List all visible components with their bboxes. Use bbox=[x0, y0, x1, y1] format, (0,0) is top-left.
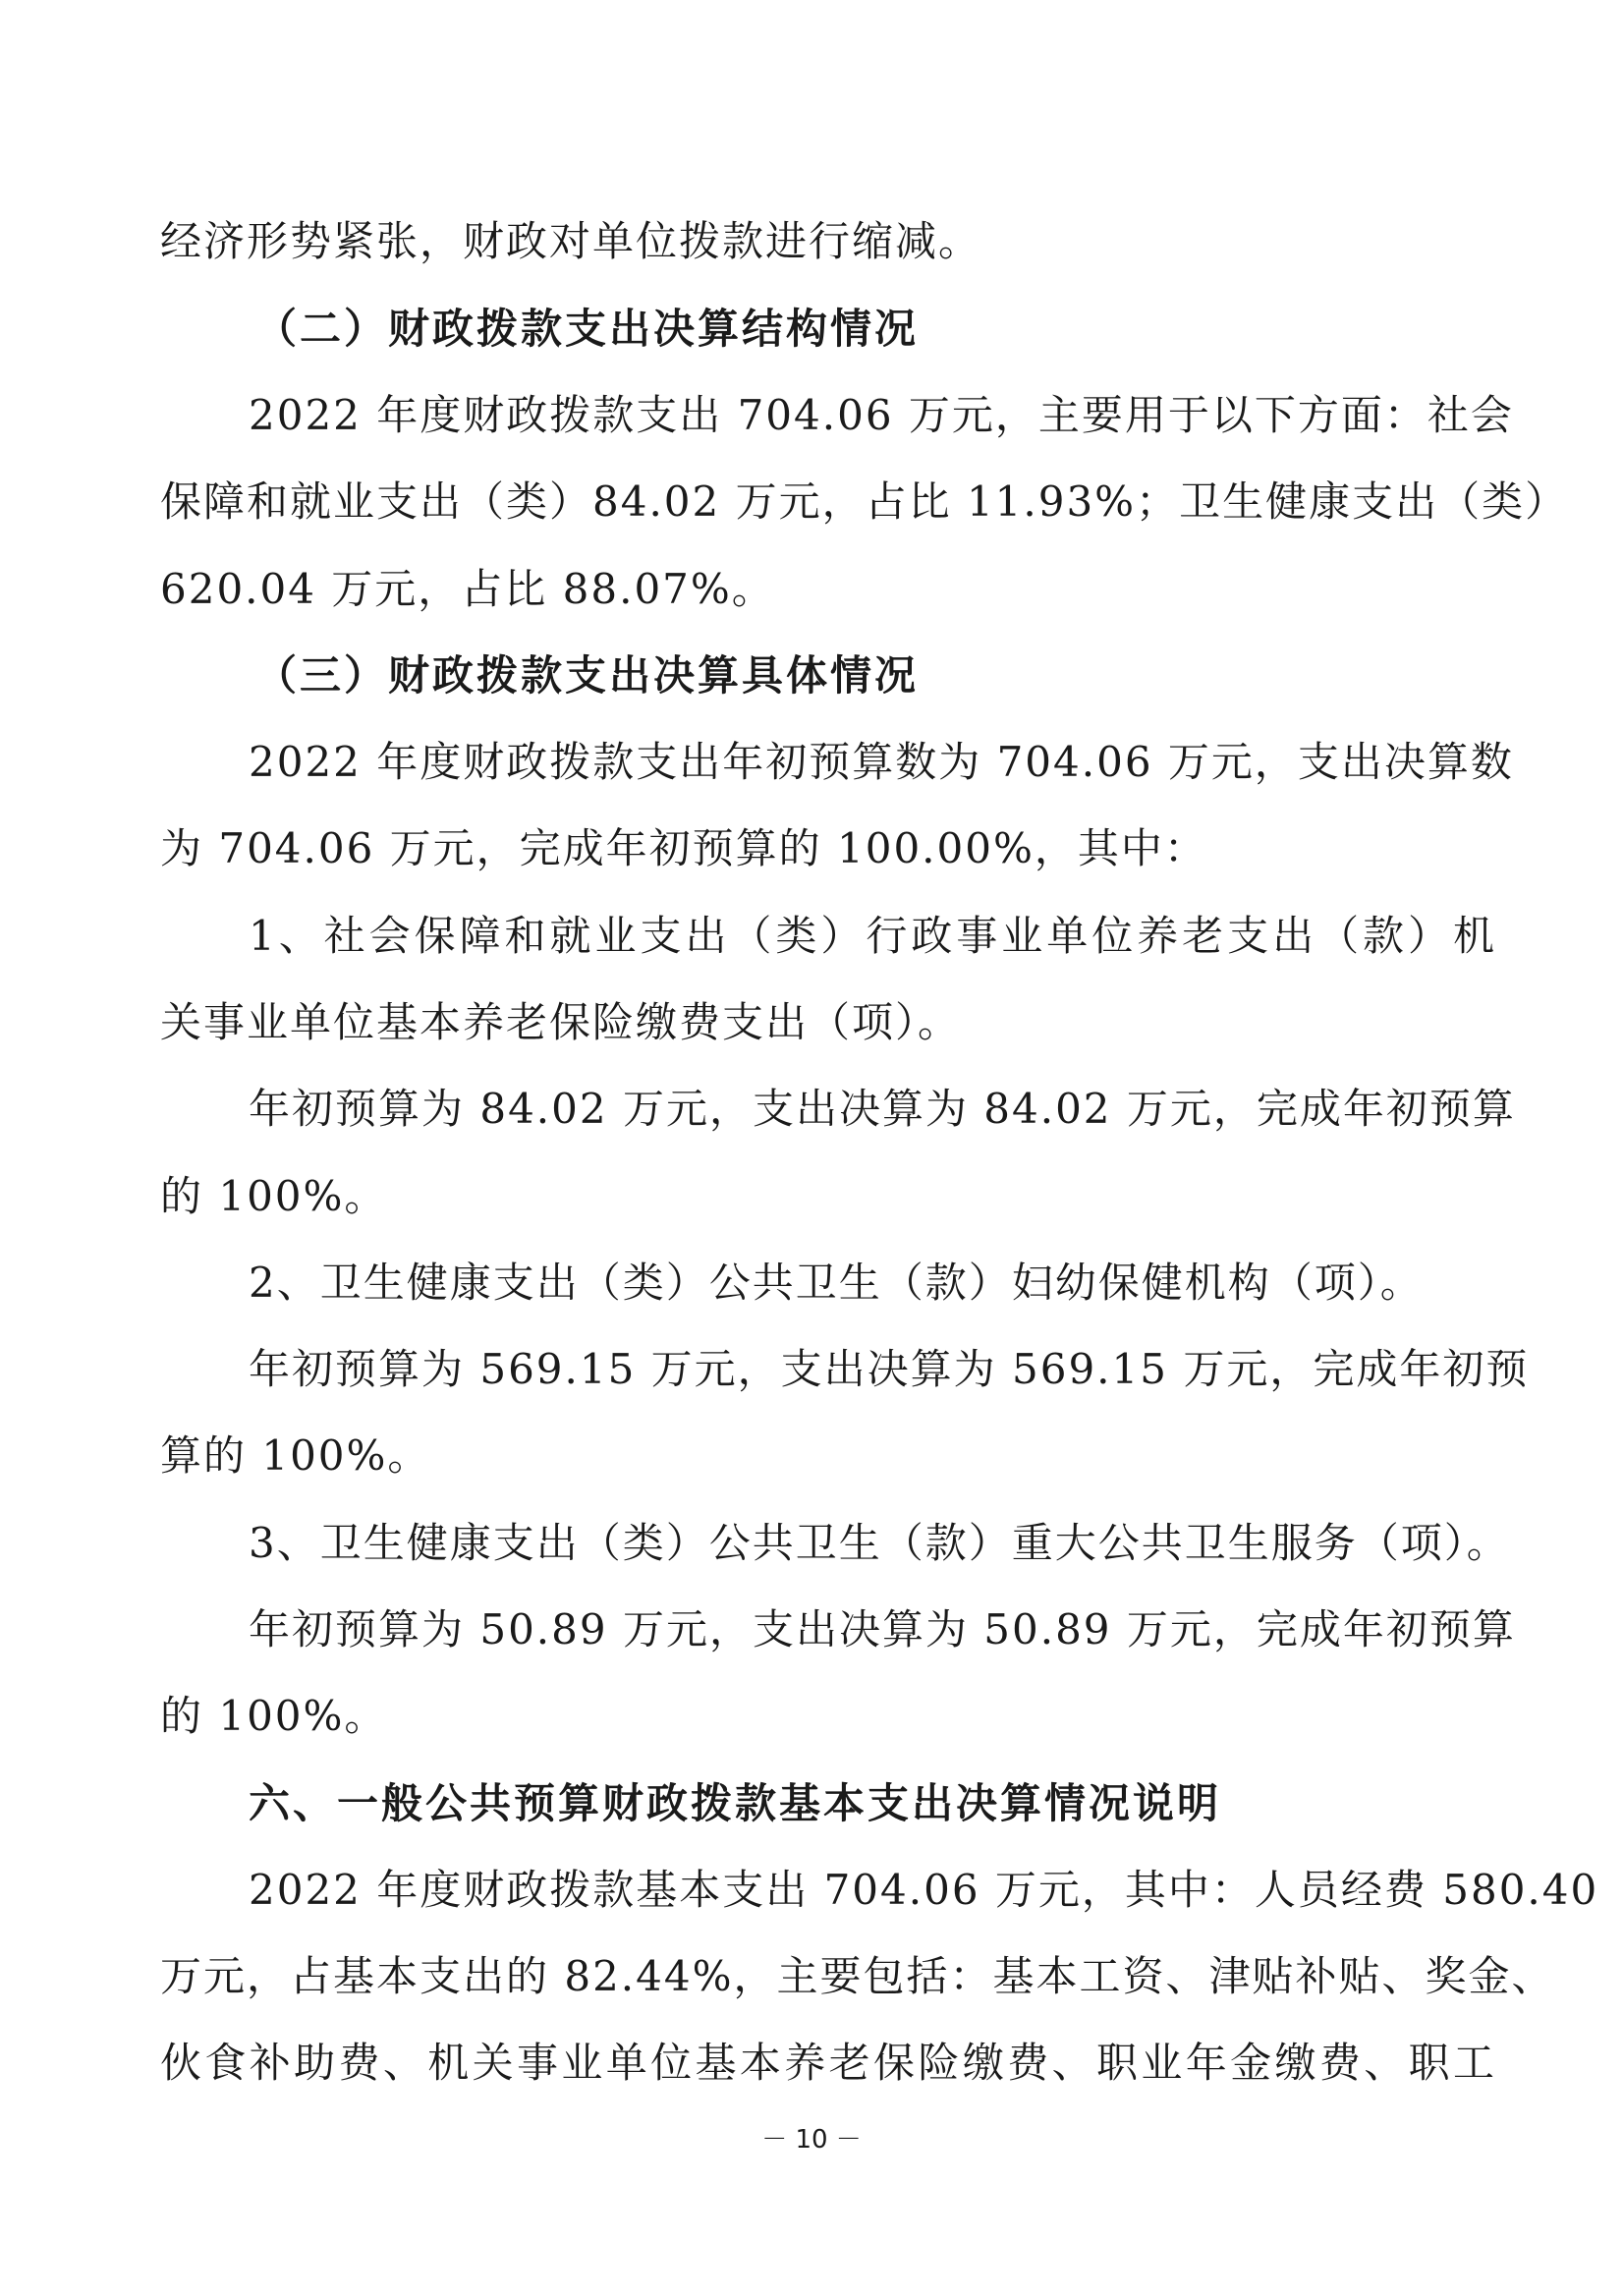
list-item-1-line: 关事业单位基本养老保险缴费支出（项）。 bbox=[160, 998, 962, 1046]
paragraph-line: 算的 100%。 bbox=[160, 1431, 431, 1480]
paragraph-line: 2022 年度财政拨款支出年初预算数为 704.06 万元，支出决算数 bbox=[249, 738, 1514, 786]
paragraph-line: 的 100%。 bbox=[160, 1172, 388, 1220]
paragraph-line: 伙食补助费、机关事业单位基本养老保险缴费、职业年金缴费、职工 bbox=[160, 2039, 1496, 2087]
paragraph-line: 2022 年度财政拨款支出 704.06 万元，主要用于以下方面：社会 bbox=[249, 391, 1514, 439]
paragraph-line: 万元，占基本支出的 82.44%，主要包括：基本工资、津贴补贴、奖金、 bbox=[160, 1952, 1555, 2000]
paragraph-line: 年初预算为 569.15 万元，支出决算为 569.15 万元，完成年初预 bbox=[249, 1345, 1530, 1393]
section-heading-basic-expenditure: 六、一般公共预算财政拨款基本支出决算情况说明 bbox=[249, 1779, 1222, 1827]
section-heading-details: （三）财政拨款支出决算具体情况 bbox=[255, 651, 920, 700]
section-heading-structure: （二）财政拨款支出决算结构情况 bbox=[255, 305, 920, 353]
paragraph-line: 620.04 万元，占比 88.07%。 bbox=[160, 565, 775, 613]
paragraph-line: 保障和就业支出（类）84.02 万元，占比 11.93%；卫生健康支出（类） bbox=[160, 477, 1569, 526]
paragraph-line: 2022 年度财政拨款基本支出 704.06 万元，其中：人员经费 580.40 bbox=[249, 1866, 1599, 1914]
paragraph-line: 经济形势紧张，财政对单位拨款进行缩减。 bbox=[160, 217, 982, 265]
paragraph-line: 年初预算为 50.89 万元，支出决算为 50.89 万元，完成年初预算 bbox=[249, 1605, 1516, 1653]
list-item-2-line: 2、卫生健康支出（类）公共卫生（款）妇幼保健机构（项）。 bbox=[249, 1259, 1424, 1307]
list-item-1-line: 1、社会保障和就业支出（类）行政事业单位养老支出（款）机 bbox=[249, 912, 1496, 960]
paragraph-line: 年初预算为 84.02 万元，支出决算为 84.02 万元，完成年初预算 bbox=[249, 1085, 1516, 1133]
paragraph-line: 为 704.06 万元，完成年初预算的 100.00%，其中： bbox=[160, 824, 1207, 872]
page-number: － 10 － bbox=[761, 2125, 862, 2155]
list-item-3-line: 3、卫生健康支出（类）公共卫生（款）重大公共卫生服务（项）。 bbox=[249, 1519, 1510, 1567]
paragraph-line: 的 100%。 bbox=[160, 1692, 388, 1740]
